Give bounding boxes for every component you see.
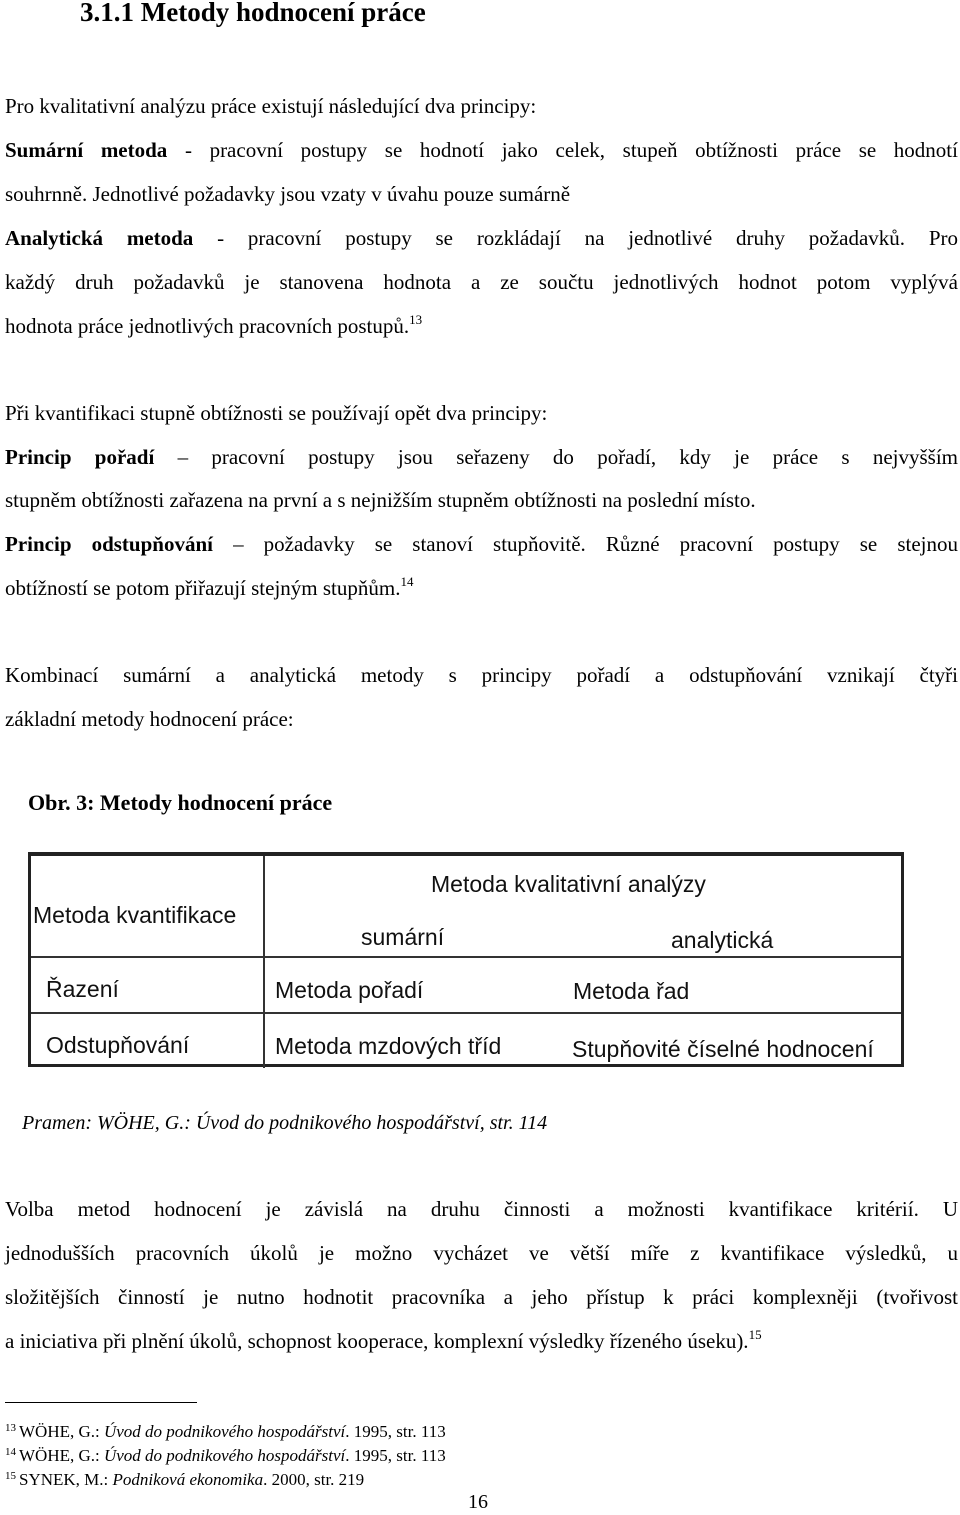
col-header-sumarni: sumární	[361, 924, 445, 950]
para2-line5: obtížností se potom přiřazují stejným stupňům.$^{14}$	[5, 574, 414, 600]
figure-table	[28, 852, 904, 1067]
header-divider	[31, 956, 901, 958]
figure-title: Obr. 3: Metody hodnocení práce	[28, 790, 333, 815]
cell-metoda-poradi: Metoda pořadí	[275, 977, 424, 1003]
row-label-odstupnovani: Odstupňování	[46, 1032, 190, 1058]
para2-line2: Princip pořadí – pracovní postupy jsou seřazeny do pořadí, kdy je práce s nejvyšším	[5, 445, 958, 469]
footnote-15: $^{15}$ SYNEK, M.: Podniková ekonomika. 2000, str. 219	[5, 1470, 365, 1489]
para4-line3: složitějších činností je nutno hodnotit pracovníka a jeho přístup k práci komplexněji (tvořivost	[5, 1285, 958, 1309]
para1-line2: Sumární metoda - pracovní postupy se hodnotí jako celek, stupeň obtížnosti práce se hodnotí	[5, 138, 958, 162]
para1-line4: Analytická metoda - pracovní postupy se rozkládají na jednotlivé druhy požadavků. Pro	[5, 226, 958, 250]
term-princip-odstupnovani: Princip odstupňování	[5, 532, 213, 556]
para3-line2: základní metody hodnocení práce:	[5, 707, 294, 731]
cell-metoda-rad: Metoda řad	[573, 978, 690, 1004]
footnote-ref-14[interactable]: 14	[400, 574, 414, 589]
cell-metoda-mzdovych-trid: Metoda mzdových tříd	[275, 1033, 502, 1059]
para1-line6: hodnota práce jednotlivých pracovních postupů.$^{13}$	[5, 312, 423, 338]
para4-line2: jednodušších pracovních úkolů je možno vycházet ve větší míře z kvantifikace výsledků, u	[5, 1241, 958, 1265]
header-kvalitativni-analyzy: Metoda kvalitativní analýzy	[431, 871, 706, 897]
para4-line1: Volba metod hodnocení je závislá na druhu činnosti a možnosti kvantifikace kritérií. U	[5, 1197, 958, 1221]
term-analyticka-metoda: Analytická metoda	[5, 226, 194, 250]
footnote-separator	[5, 1402, 197, 1403]
figure-source: Pramen: WÖHE, G.: Úvod do podnikového hospodářství, str. 114	[22, 1112, 548, 1134]
row-divider	[31, 1012, 901, 1014]
para2-line1: Při kvantifikaci stupně obtížnosti se používají opět dva principy:	[5, 401, 548, 425]
header-kvantifikace: Metoda kvantifikace	[33, 902, 237, 928]
para4-line4: a iniciativa při plnění úkolů, schopnost kooperace, komplexní výsledky řízeného úseku).$^{15}$	[5, 1327, 762, 1353]
para3-line1: Kombinací sumární a analytická metody s principy pořadí a odstupňování vznikají čtyři	[5, 663, 958, 687]
para1-line3: souhrnně. Jednotlivé požadavky jsou vzaty v úvahu pouze sumárně	[5, 182, 571, 206]
col-header-analyticka: analytická	[671, 927, 774, 953]
para1-line5: každý druh požadavků je stanovena hodnota a ze součtu jednotlivých hodnot potom vyplývá	[5, 270, 958, 294]
term-sumarni-metoda: Sumární metoda	[5, 138, 168, 162]
para2-line4: Princip odstupňování – požadavky se stanoví stupňovitě. Různé pracovní postupy se stejnou	[5, 532, 958, 556]
row-label-razeni: Řazení	[46, 976, 119, 1002]
footnote-14: $^{14}$ WÖHE, G.: Úvod do podnikového hospodářství. 1995, str. 113	[5, 1446, 446, 1465]
section-heading: 3.1.1 Metody hodnocení práce	[80, 0, 426, 27]
footnote-ref-13[interactable]: 13	[409, 312, 423, 327]
vertical-divider	[263, 856, 265, 1068]
footnote-ref-15[interactable]: 15	[748, 1327, 762, 1342]
page-number: 16	[468, 1491, 488, 1513]
cell-stupnovite-ciselne-hodnoceni: Stupňovité číselné hodnocení	[572, 1036, 874, 1062]
term-princip-poradi: Princip pořadí	[5, 445, 155, 469]
footnote-13: $^{13}$ WÖHE, G.: Úvod do podnikového hospodářství. 1995, str. 113	[5, 1422, 446, 1441]
para2-line3: stupněm obtížnosti zařazena na první a s nejnižším stupněm obtížnosti na poslední místo.	[5, 488, 756, 512]
para1-line1: Pro kvalitativní analýzu práce existují následující dva principy:	[5, 94, 537, 118]
